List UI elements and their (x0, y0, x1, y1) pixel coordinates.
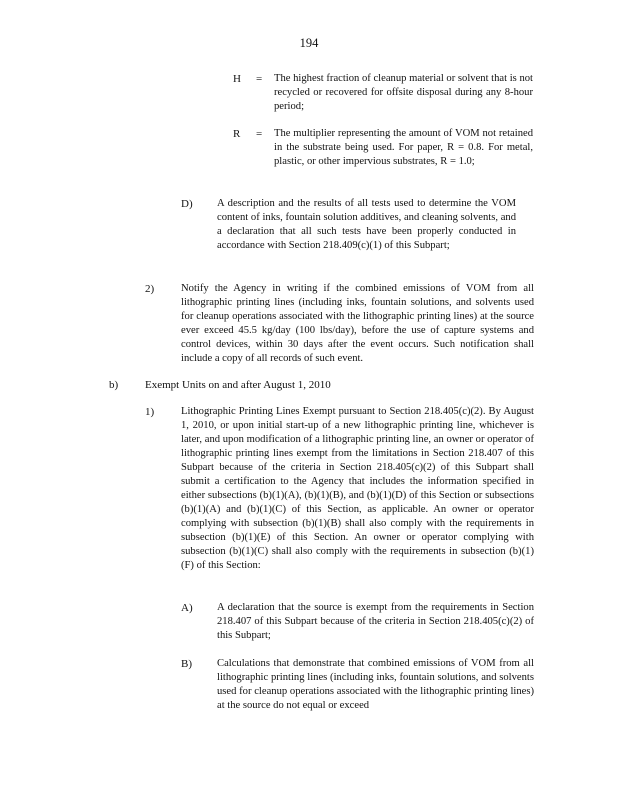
definition-text-h: The highest fraction of cleanup material or solvent that is not recycled or recovered for offsite disposal during any 8-hour period; (274, 73, 533, 112)
equals-sign-h: = (256, 73, 263, 85)
section-label-b: b) (109, 379, 119, 391)
equals-sign-r: = (256, 128, 263, 140)
page-number: 194 (299, 36, 319, 50)
item-text-d: A description and the results of all tests used to determine the VOM content of inks, fountain solution additives, and cleaning solvents, and a declaration that all such tests have been properly conducted in accordance with Section 218.409(c)(1) of this Subpart; (217, 198, 516, 251)
item-text-b1b: Calculations that demonstrate that combined emissions of VOM from all lithographic printing lines (including inks, fountain solutions, and solvents used for cleanup operations associated with the lithographic printing lines) at the source do not equal or exceed (217, 658, 534, 711)
definition-text-r: The multiplier representing the amount of VOM not retained in the substrate being used. For paper, R = 0.8. For metal, plastic, or other impervious substrates, R = 1.0; (274, 128, 533, 167)
item-label-b1b: B) (181, 658, 192, 670)
definition-symbol-h: H (233, 73, 241, 85)
item-label-d: D) (181, 198, 193, 210)
definition-symbol-r: R (233, 128, 241, 140)
item-text-b1a: A declaration that the source is exempt from the requirements in Section 218.407 of this Subpart because of the criteria in Section 218.405(c)(2) of this Subpart; (217, 602, 534, 641)
item-label-2: 2) (145, 283, 155, 295)
item-label-b1: 1) (145, 406, 155, 418)
section-heading-b: Exempt Units on and after August 1, 2010 (145, 379, 331, 391)
item-label-b1a: A) (181, 602, 193, 614)
item-text-2: Notify the Agency in writing if the combined emissions of VOM from all lithographic printing lines (including inks, fountain solutions, and solvents used for cleanup operations associated with the lithographic printing lines) at the source ever exceed 45.5 kg/day (100 lbs/day), before the use of capture systems and control devices, within 30 days after the event occurs. Such notification shall include a copy of all records of such event. (181, 283, 534, 364)
item-text-b1: Lithographic Printing Lines Exempt pursuant to Section 218.405(c)(2). By August 1, 2010, or upon initial start-up of a new lithographic printing line, whichever is later, and upon modification of a lithographic printing line, an owner or operator of lithographic printing lines exempt from the limitations in Section 218.407 of this Subpart because of the criteria in Section 218.405(c)(2) of this Subpart shall submit a certification to the Agency that includes the information specified in either subsections (b)(1)(A), (b)(1)(B), and (b)(1)(D) of this Section or subsections (b)(1)(A) and (b)(1)(C) of this Section, as applicable. An owner or operator complying with subsection (b)(1)(B) shall also comply with the requirements in subsection (b)(1)(E) of this Section. An owner or operator complying with subsection (b)(1)(C) shall also comply with the requirements in subsection (b)(1)(F) of this Section: (181, 406, 534, 571)
